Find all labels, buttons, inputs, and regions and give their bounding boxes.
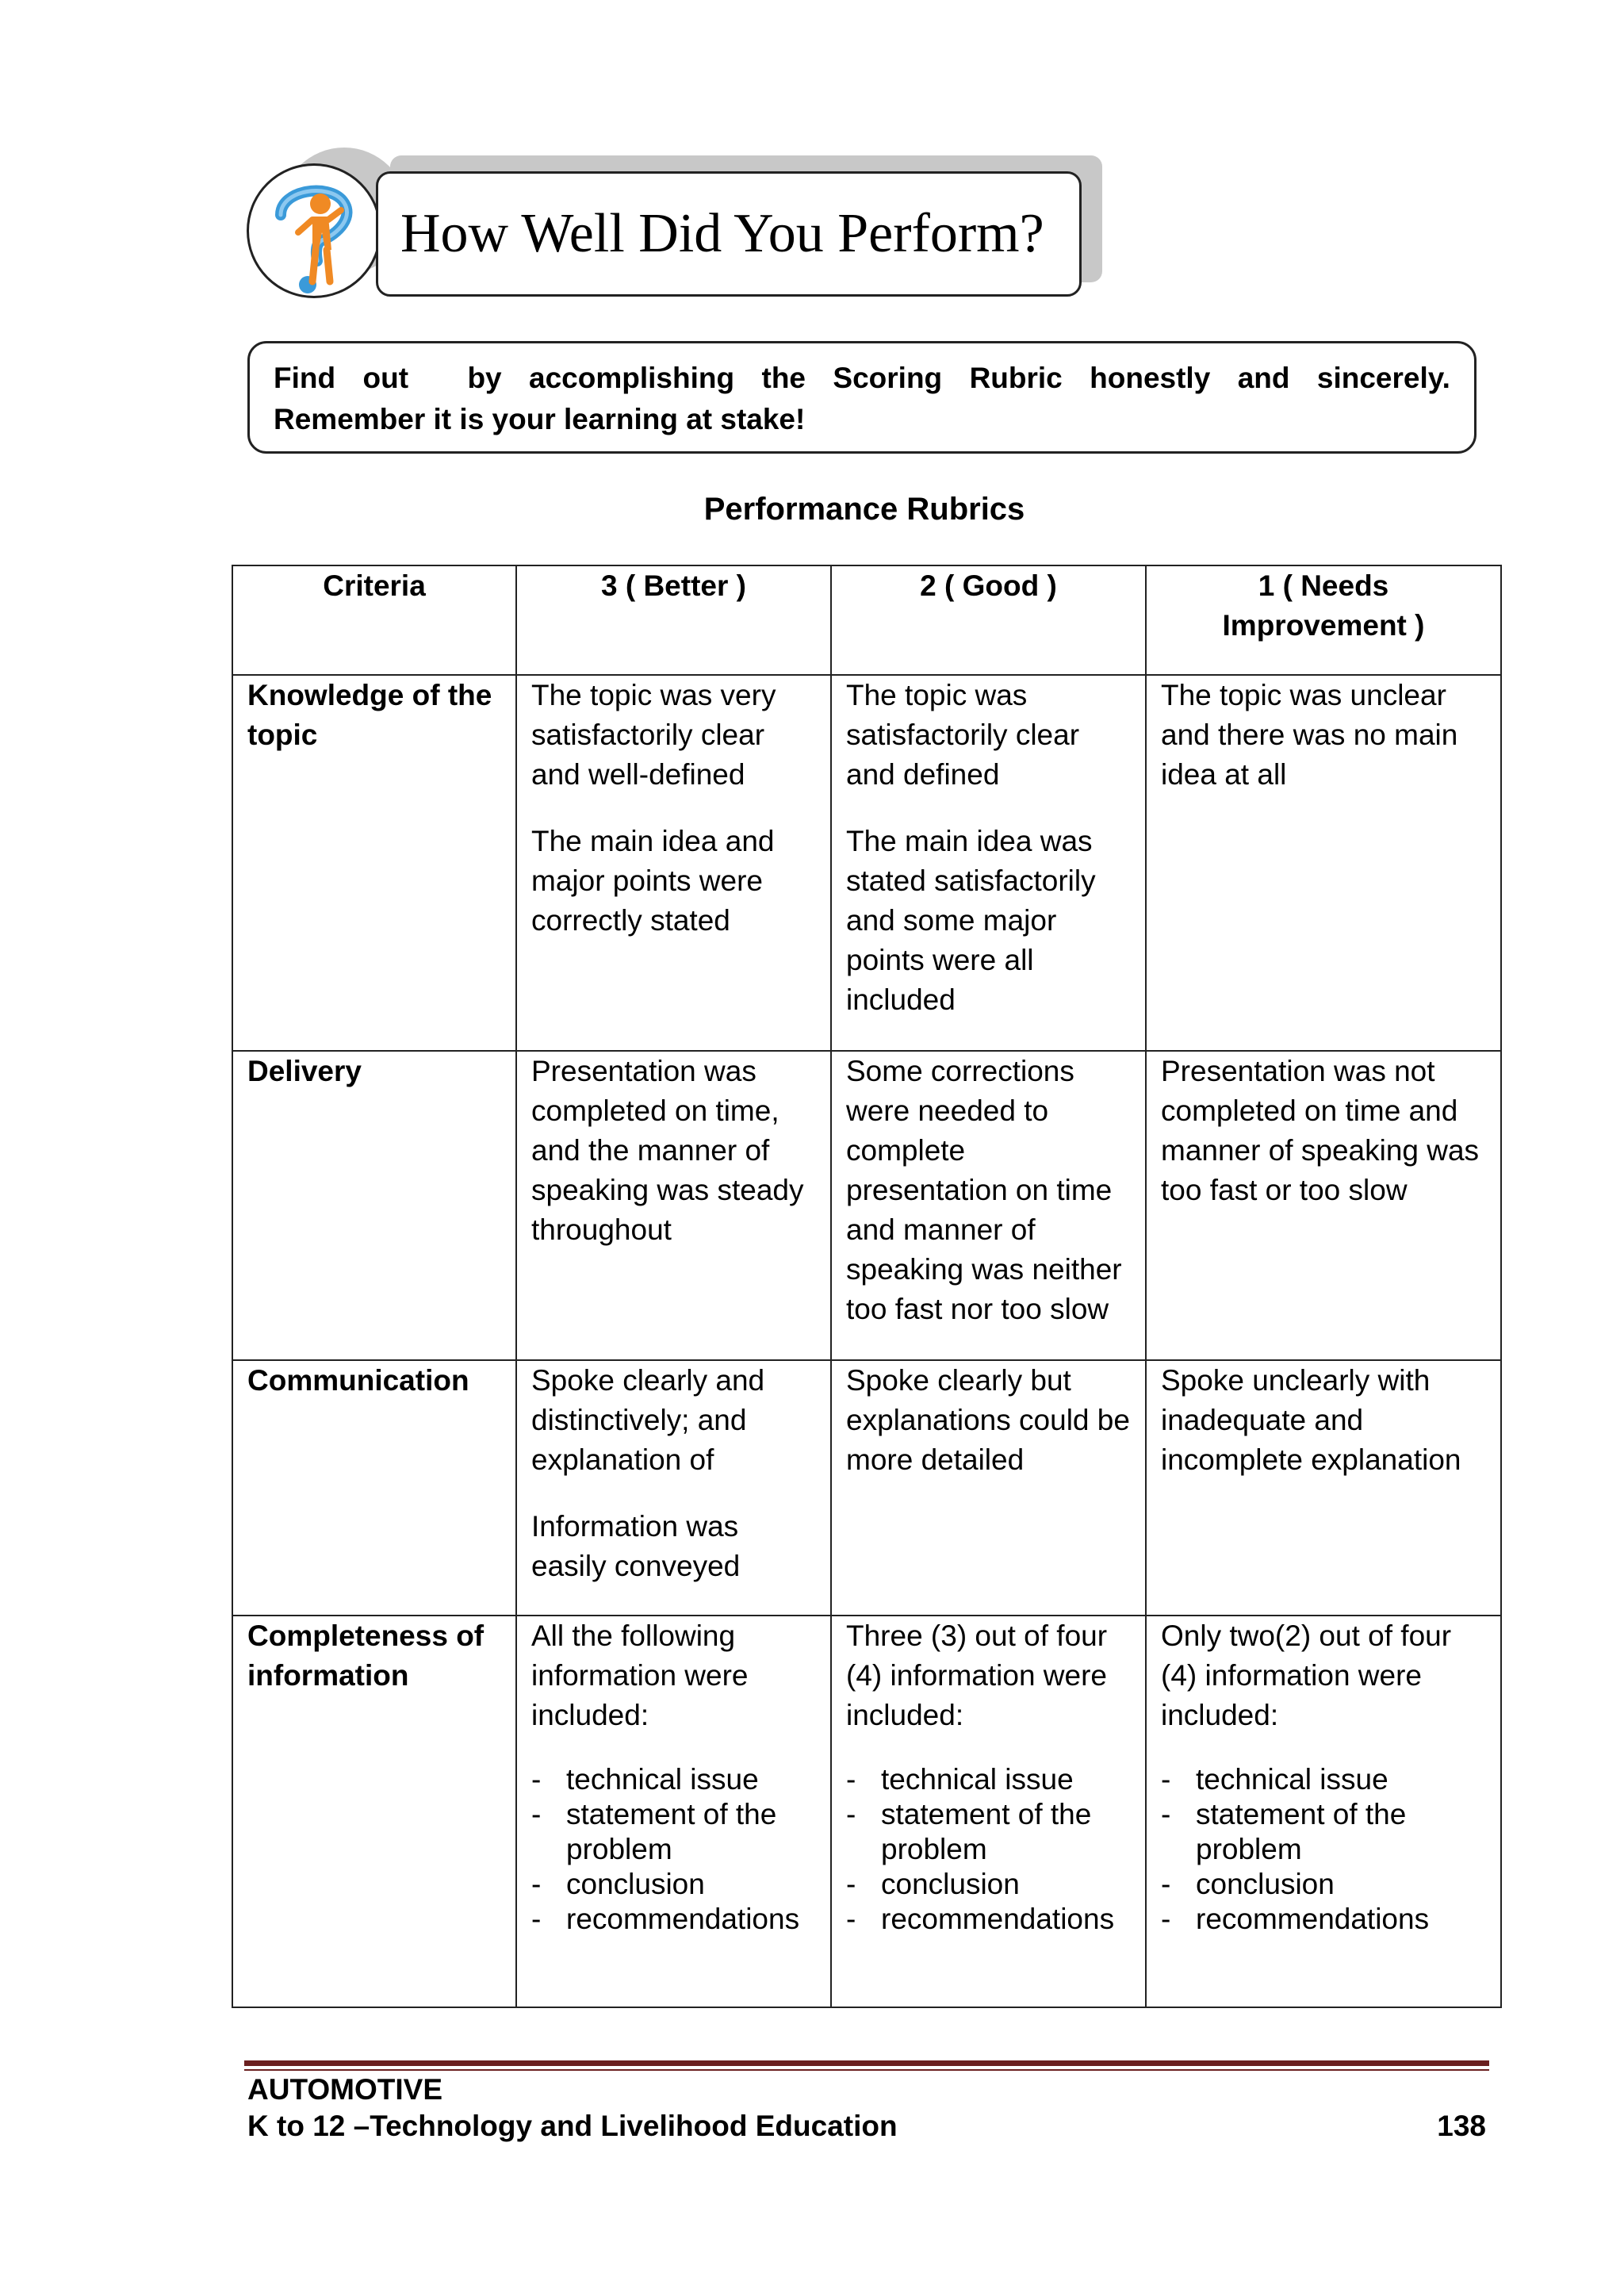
list-item: - conclusion [531,1867,816,1902]
instruction-word: sincerely. [1316,362,1450,394]
good-cell [831,675,1146,1051]
footer-divider-thin [244,2069,1489,2071]
rubric-title: Performance Rubrics [703,492,1025,527]
table-row [232,675,1501,1051]
needs-improvement-cell [1146,1616,1501,2007]
cell-paragraph: The main idea was stated satisfactorily and some major points were all included [846,825,1096,1016]
instruction-word: accomplishing [529,362,735,394]
needs-improvement-cell [1146,675,1501,1051]
cell-paragraph: The topic was unclear and there was no main idea at all [1161,679,1458,791]
list-item: - statement of the problem [531,1797,816,1867]
cell-paragraph: Presentation was completed on time, and the manner of speaking was steady throughout [531,1055,804,1246]
instruction-word: Rubric [969,362,1063,394]
good-cell [831,1360,1146,1616]
instruction-word: the [761,362,806,394]
footer-subject: AUTOMOTIVE [247,2073,442,2106]
instruction-word: by [467,362,502,394]
list-item: - technical issue [846,1762,1131,1797]
cell-paragraph: Some corrections were needed to complete presentation on time and manner of speaking was neither too fast nor too slow [846,1055,1122,1325]
cell-paragraph: The main idea and major points were correctly stated [531,825,775,937]
column-header-good: 2 ( Good ) [831,565,1146,675]
list-item: - conclusion [846,1867,1131,1902]
table-row [232,1051,1501,1360]
list-item: - recommendations [531,1902,816,1937]
cell-paragraph: Presentation was not completed on time and manner of speaking was too fast or too slow [1161,1055,1480,1206]
instruction-word: out [362,362,409,394]
good-cell [831,1616,1146,2007]
instruction-word: and [1237,362,1290,394]
column-header-needs-improvement: 1 ( Needs Improvement ) [1146,565,1501,675]
needs-improvement-cell [1146,1360,1501,1616]
banner-icon-circle [247,163,381,298]
instruction-line-1 [274,358,1450,399]
instruction-word: Scoring [833,362,943,394]
dash-list [1161,1762,1486,1937]
cell-paragraph: Spoke clearly and distinctively; and explanation of [531,1364,765,1476]
dash-list [846,1762,1131,1937]
instruction-word: Find [274,362,336,394]
cell-paragraph: Only two(2) out of four (4) information were included: [1161,1619,1452,1731]
criteria-cell: Delivery [232,1051,516,1360]
rubric-table [232,565,1502,2008]
better-cell [516,1360,831,1616]
cell-paragraph: All the following information were included: [531,1619,749,1731]
better-cell [516,675,831,1051]
question-mark-figure-icon [249,166,381,298]
list-item: - technical issue [1161,1762,1486,1797]
table-header-row [232,565,1501,675]
cell-paragraph: The topic was satisfactorily clear and defined [846,679,1080,791]
footer-divider [244,2060,1489,2066]
list-item: - recommendations [846,1902,1131,1937]
page-footer [247,2072,1486,2145]
better-cell [516,1051,831,1360]
cell-paragraph: The topic was very satisfactorily clear and well-defined [531,679,776,791]
dash-list [531,1762,816,1937]
column-header-better: 3 ( Better ) [516,565,831,675]
instruction-line-2: Remember it is your learning at stake! [274,403,806,435]
criteria-cell: Communication [232,1360,516,1616]
banner-title-box [376,171,1082,297]
criteria-cell: Completeness of information [232,1616,516,2007]
instruction-word: honestly [1090,362,1211,394]
cell-paragraph: Three (3) out of four (4) information were included: [846,1619,1108,1731]
list-item: - statement of the problem [1161,1797,1486,1867]
cell-paragraph: Spoke unclearly with inadequate and incomplete explanation [1161,1364,1461,1476]
good-cell [831,1051,1146,1360]
list-item: - technical issue [531,1762,816,1797]
better-cell [516,1616,831,2007]
table-row [232,1360,1501,1616]
criteria-cell: Knowledge of the topic [232,675,516,1051]
page-number: 138 [1437,2110,1486,2142]
instruction-box [247,341,1477,454]
list-item: - statement of the problem [846,1797,1131,1867]
table-row [232,1616,1501,2007]
needs-improvement-cell [1146,1051,1501,1360]
column-header-criteria: Criteria [232,565,516,675]
list-item: - conclusion [1161,1867,1486,1902]
footer-course: K to 12 –Technology and Livelihood Education [247,2110,898,2142]
cell-paragraph: Spoke clearly but explanations could be more detailed [846,1364,1130,1476]
page-title: How Well Did You Perform? [400,203,1044,264]
list-item: - recommendations [1161,1902,1486,1937]
cell-paragraph: Information was easily conveyed [531,1510,741,1582]
footer-row [247,2108,1486,2145]
